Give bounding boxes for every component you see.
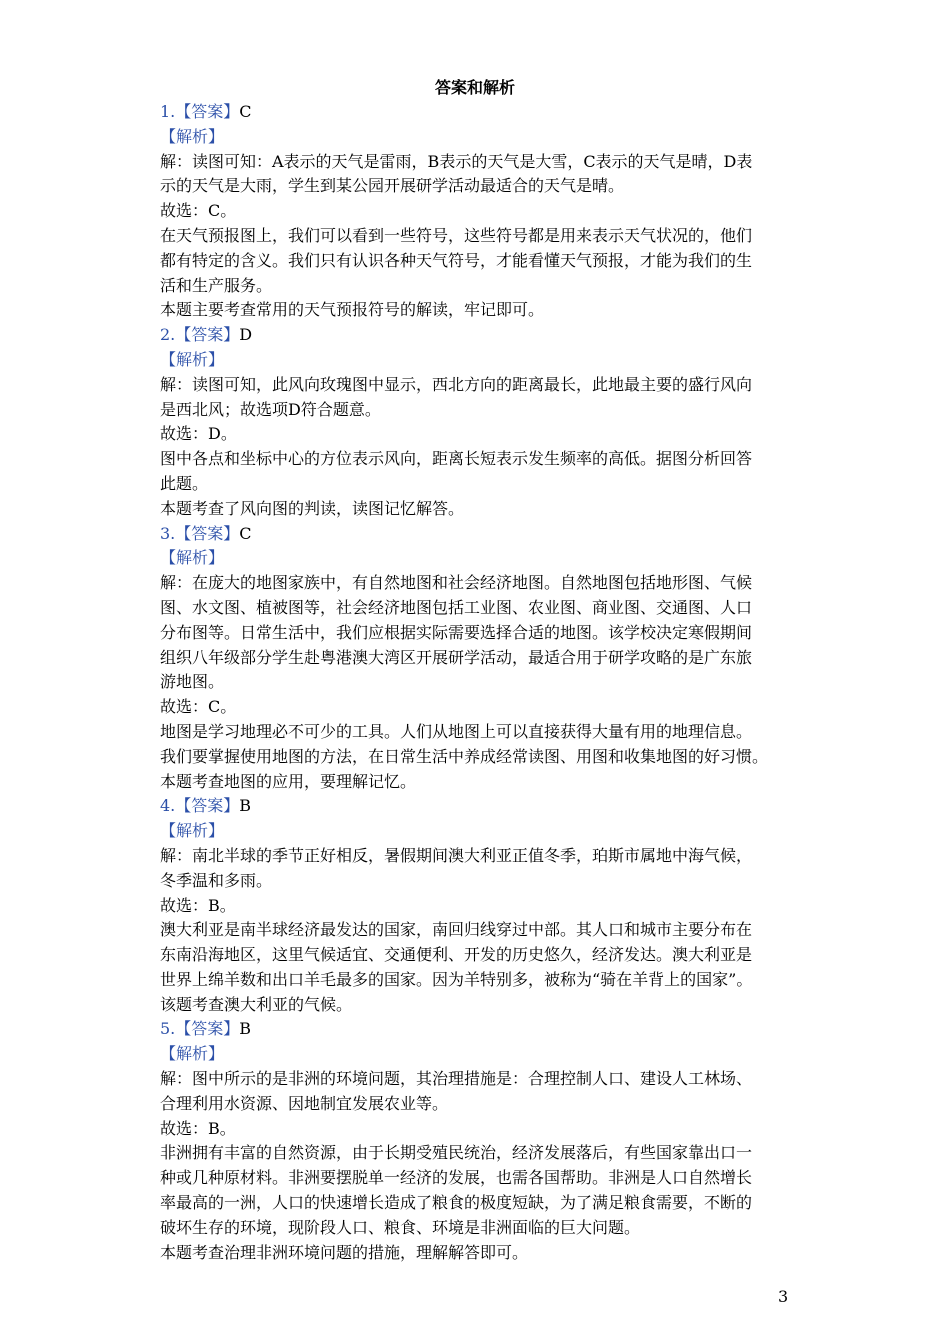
analysis-text-line: 活和生产服务。 xyxy=(160,275,273,295)
analysis-text-line: 故选：C。 xyxy=(160,201,237,221)
analysis-text-line: 澳大利亚是南半球经济最发达的国家，南回归线穿过中部。其人口和城市主要分布在 xyxy=(160,920,753,940)
analysis-text-line: 故选：B。 xyxy=(160,895,236,915)
analysis-text-line: 游地图。 xyxy=(160,672,225,692)
analysis-text-line: 合理利用水资源、因地制宜发展农业等。 xyxy=(160,1093,449,1113)
answer-value: B xyxy=(239,1019,252,1039)
question-block xyxy=(160,522,792,795)
analysis-text-line: 都有特定的含义。我们只有认识各种天气符号，才能看懂天气预报，才能为我们的生 xyxy=(160,250,753,270)
analysis-text-line: 该题考查澳大利亚的气候。 xyxy=(160,994,353,1014)
analysis-text-line: 解：南北半球的季节正好相反，暑假期间澳大利亚正值冬季，珀斯市属地中海气候， xyxy=(160,845,753,865)
question-number: 4. xyxy=(160,796,176,816)
analysis-text-line: 故选：B。 xyxy=(160,1118,236,1138)
analysis-text-line: 本题考查了风向图的判读，读图记忆解答。 xyxy=(160,498,465,518)
question-block xyxy=(160,794,792,1017)
answer-tag: 【答案】 xyxy=(175,102,240,121)
analysis-text-line: 东南沿海地区，这里气候适宜、交通便利、开发的历史悠久，经济发达。澳大利亚是 xyxy=(160,945,753,965)
answer-line xyxy=(160,794,792,819)
analysis-text-line: 本题主要考查常用的天气预报符号的解读，牢记即可。 xyxy=(160,300,545,320)
analysis-text-line: 故选：D。 xyxy=(160,424,237,444)
analysis-text-line: 图、水文图、植被图等，社会经济地图包括工业图、农业图、商业图、交通图、人口 xyxy=(160,597,753,617)
answer-line xyxy=(160,1017,792,1042)
analysis-text-line: 地图是学习地理必不可少的工具。人们从地图上可以直接获得大量有用的地理信息。 xyxy=(160,721,753,741)
answer-tag: 【答案】 xyxy=(175,1019,240,1039)
analysis-text-line: 解：在庞大的地图家族中，有自然地图和社会经济地图。自然地图包括地形图、气候 xyxy=(160,573,753,593)
analysis-text-line: 组织八年级部分学生赴粤港澳大湾区开展研学活动，最适合用于研学攻略的是广东旅 xyxy=(160,647,753,667)
analysis-text-line: 种或几种原材料。非洲要摆脱单一经济的发展，也需各国帮助。非洲是人口自然增长 xyxy=(160,1168,753,1188)
answer-tag: 【答案】 xyxy=(175,523,240,543)
analysis-text-line: 冬季温和多雨。 xyxy=(160,870,273,890)
analysis-text-line: 示的天气是大雨，学生到某公园开展研学活动最适合的天气是晴。 xyxy=(160,176,625,196)
answer-value: C xyxy=(239,523,252,543)
analysis-text-line: 破坏生存的环境，现阶段人口、粮食、环境是非洲面临的巨大问题。 xyxy=(160,1217,641,1237)
question-number: 2. xyxy=(160,325,176,345)
analysis-text-line: 本题考查治理非洲环境问题的措施，理解解答即可。 xyxy=(160,1242,529,1262)
answer-tag: 【答案】 xyxy=(175,796,240,816)
answer-content xyxy=(160,100,792,1265)
analysis-text-line: 解：读图可知：A表示的天气是雷雨，B表示的天气是大雪，C表示的天气是晴，D表 xyxy=(160,151,753,171)
analysis-tag: 【解析】 xyxy=(160,126,225,146)
question-number: 5. xyxy=(160,1019,176,1039)
answer-value: D xyxy=(239,325,253,345)
question-number: 1. xyxy=(160,102,176,121)
analysis-text-line: 分布图等。日常生活中，我们应根据实际需要选择合适的地图。该学校决定寒假期间 xyxy=(160,622,753,642)
question-number: 3. xyxy=(160,523,176,543)
analysis-tag: 【解析】 xyxy=(160,548,225,568)
page-number: 3 xyxy=(778,1287,789,1306)
analysis-tag: 【解析】 xyxy=(160,821,225,841)
analysis-text-line: 率最高的一洲，人口的快速增长造成了粮食的极度短缺，为了满足粮食需要，不断的 xyxy=(160,1193,753,1213)
answer-tag: 【答案】 xyxy=(175,325,240,345)
answer-value: B xyxy=(239,796,252,816)
analysis-text-line: 本题考查地图的应用，要理解记忆。 xyxy=(160,771,417,791)
question-block xyxy=(160,1017,792,1265)
answer-line xyxy=(160,100,792,125)
analysis-text-line: 此题。 xyxy=(160,473,209,493)
analysis-text-line: 世界上绵羊数和出口羊毛最多的国家。因为羊特别多，被称为“骑在羊背上的国家”。 xyxy=(160,969,753,989)
answer-value: C xyxy=(239,102,252,121)
answer-line xyxy=(160,323,792,348)
analysis-text-line: 解：图中所示的是非洲的环境问题，其治理措施是：合理控制人口、建设人工林场、 xyxy=(160,1069,753,1089)
analysis-tag: 【解析】 xyxy=(160,1044,225,1064)
analysis-text-line: 我们要掌握使用地图的方法，在日常生活中养成经常读图、用图和收集地图的好习惯。 xyxy=(160,746,769,766)
analysis-tag: 【解析】 xyxy=(160,349,225,369)
analysis-text-line: 解：读图可知，此风向玫瑰图中显示，西北方向的距离最长，此地最主要的盛行风向 xyxy=(160,374,753,394)
analysis-text-line: 图中各点和坐标中心的方位表示风向，距离长短表示发生频率的高低。据图分析回答 xyxy=(160,449,753,469)
question-block xyxy=(160,323,792,521)
analysis-text-line: 是西北风；故选项D符合题意。 xyxy=(160,399,381,419)
analysis-text-line: 在天气预报图上，我们可以看到一些符号，这些符号都是用来表示天气状况的，他们 xyxy=(160,225,753,245)
analysis-text-line: 故选：C。 xyxy=(160,697,237,717)
page-title: 答案和解析 xyxy=(434,78,515,97)
answer-line xyxy=(160,522,792,547)
analysis-text-line: 非洲拥有丰富的自然资源，由于长期受殖民统治，经济发展落后，有些国家靠出口一 xyxy=(160,1143,753,1163)
question-block xyxy=(160,100,792,323)
